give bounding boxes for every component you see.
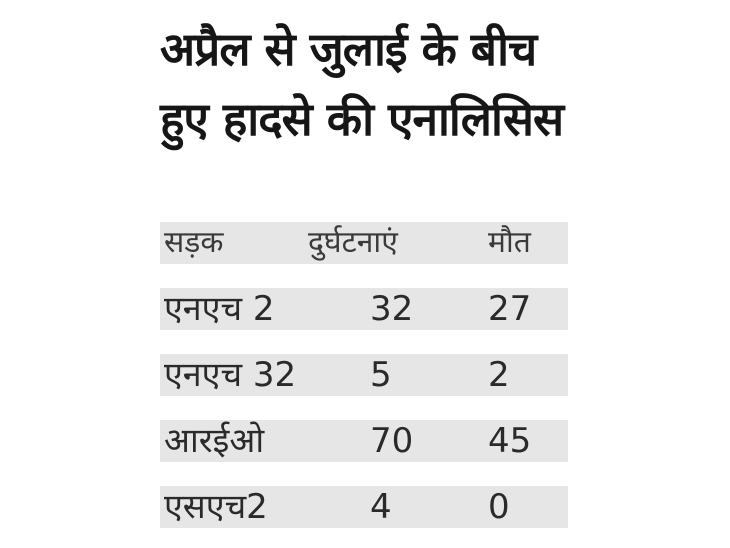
headline-line-2: हुए हादसे की एनालिसिस [160, 92, 564, 146]
accident-count: 32 [370, 289, 414, 329]
headline-line-1: अप्रैल से जुलाई के बीच [160, 22, 537, 76]
accident-table [160, 222, 568, 528]
table-header-row [160, 222, 568, 264]
death-count: 27 [488, 289, 532, 329]
death-count: 45 [488, 421, 532, 461]
table-row [160, 354, 568, 396]
accident-count: 4 [370, 487, 392, 527]
headline [160, 14, 700, 154]
table-row [160, 486, 568, 528]
accident-count: 5 [370, 355, 392, 395]
road-name: एनएच 2 [164, 289, 275, 329]
road-name: एनएच 32 [164, 355, 297, 395]
table-row [160, 288, 568, 330]
road-name: आरईओ [164, 421, 265, 461]
table-row [160, 420, 568, 462]
accident-count: 70 [370, 421, 414, 461]
column-header-road: सड़क [164, 225, 224, 260]
road-name: एसएच2 [164, 487, 268, 527]
death-count: 0 [488, 487, 510, 527]
column-header-deaths: मौत [488, 225, 531, 260]
death-count: 2 [488, 355, 510, 395]
column-header-accidents: दुर्घटनाएं [308, 225, 398, 260]
